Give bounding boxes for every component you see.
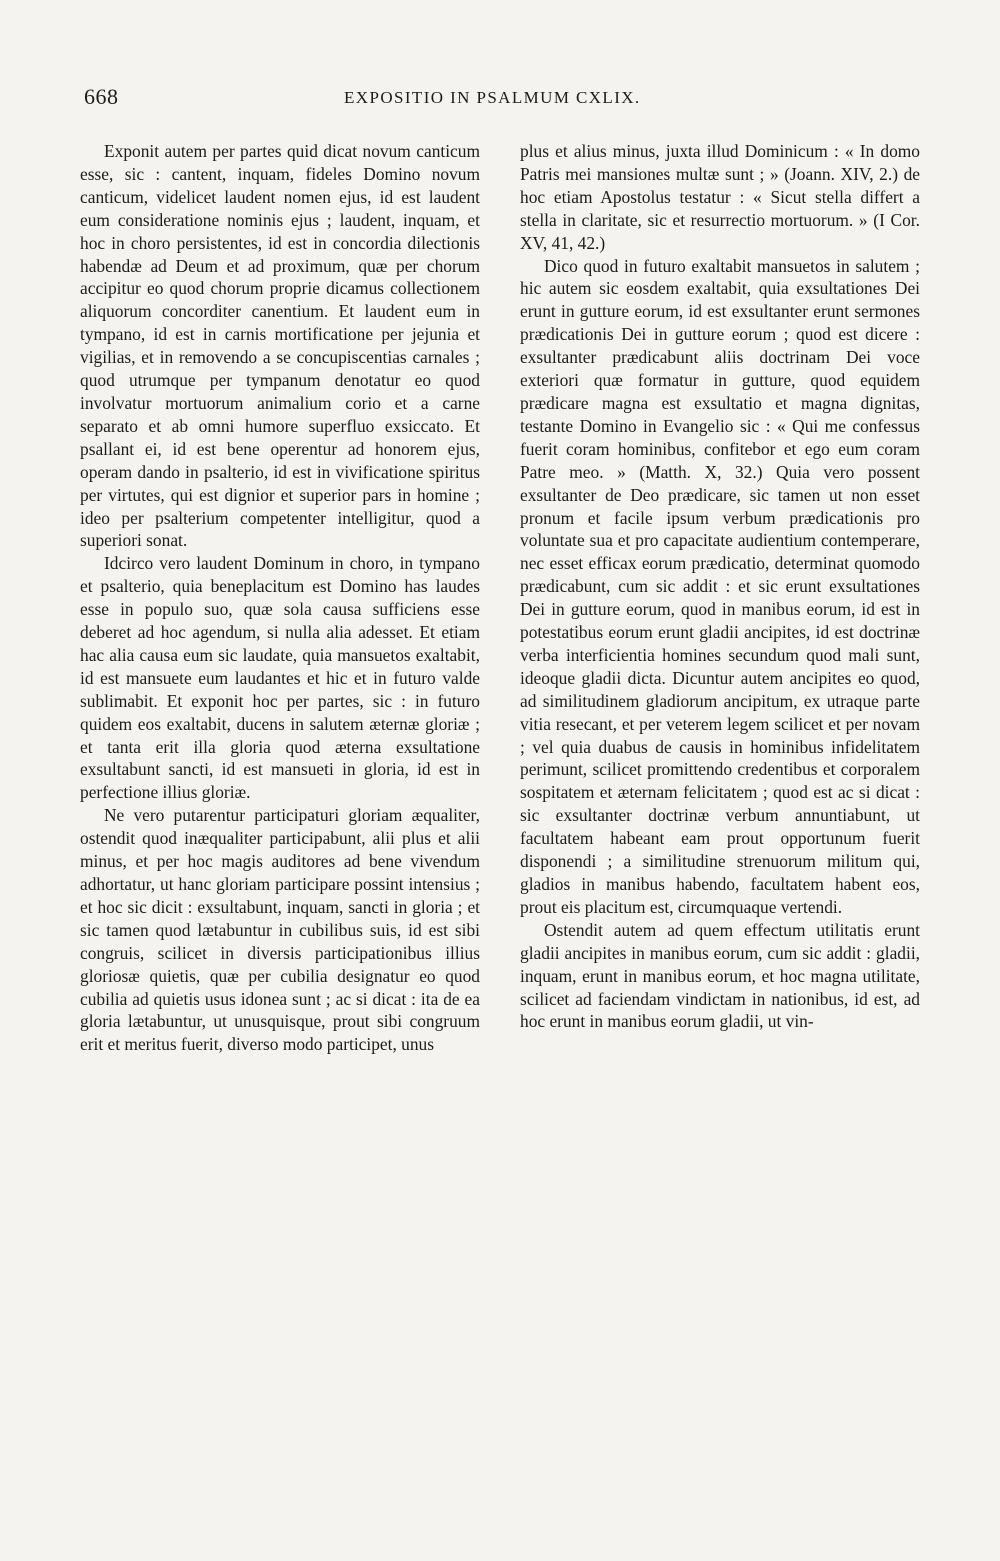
right-column [520,140,920,1033]
page-header [84,84,920,114]
page-number: 668 [84,84,119,109]
paragraph: Idcirco vero laudent Dominum in choro, in tympano et psalterio, quia beneplacitum est Domino has laudes esse in populo suo, quæ sola causa sufficiens esse deberet ad hoc agendum, si nulla alia adesset. Et etiam hac alia causa eum sic laudate, quia mansuetos exaltabit, id est mansuete eum laudantes et hic et in futuro valde sublimabit. Et exponit hoc per partes, sic : in futuro quidem eos exaltabit, ducens in salutem æternæ gloriæ ; et tanta erit illa gloria quod æterna exsultatione exsultabunt sancti, id est mansueti in gloria, id est in perfectione illius gloriæ. [80,553,480,803]
running-title: EXPOSITIO IN PSALMUM CXLIX. [344,88,641,107]
paragraph: Dico quod in futuro exaltabit mansuetos in salutem ; hic autem sic eosdem exaltabit, quia exsultationes Dei erunt in gutture eorum, id est exsultanter erunt sermones prædicationis Dei in gutture eorum ; quod est dicere : exsultanter prædicabunt aliis doctrinam Dei voce exteriori quæ formatur in gutture, quod equidem prædicare magna est exsultatio et magna dignitas, testante Domino in Evangelio sic : « Qui me confessus fuerit coram hominibus, confitebor et ego eum coram Patre meo. » (Matth. X, 32.) Quia vero possent exsultanter de Deo prædicare, sic tamen ut non esset pronum et facile ipsum verbum prædicationis pro voluntate sua et pro capacitate audientium contemperare, nec esset efficax eorum prædicatio, determinat quomodo prædicabunt, cum sic addit : et sic erunt exsultationes Dei in gutture eorum, quod in manibus eorum, id est in potestatibus eorum erunt gladii ancipites, id est doctrinæ verba interficientia homines secundum quod mali sunt, ideoque gladii dicta. Dicuntur autem ancipites eo quod, ad similitudinem gladiorum ancipitum, ex utraque parte vitia resecant, et per veterem legem scilicet et per novam ; vel quia duabus de causis in hominibus infidelitatem perimunt, scilicet promittendo credentibus et corporalem sospitatem et æternam felicitatem ; quod est ac si dicat : sic exsultanter doctrinæ verbum annuntiabunt, ut facultatem habeant eam prout opportunum fuerit disponendi ; a similitudine strenuorum militum qui, gladios in manibus habendo, facultatem habent eos, prout eis placitum est, circumquaque vertendi. [520,255,920,917]
left-column [80,140,480,1056]
paragraph: Exponit autem per partes quid dicat novum canticum esse, sic : cantent, inquam, fideles Domino novum canticum, videlicet laudent nomen ejus, id est laudent eum consideratione nominis ejus ; laudent, inquam, et hoc in choro persistentes, id est in concordia dilectionis habendæ ad Deum et ad proximum, quæ per chorum accipitur eo quod chorum proprie dicamus collectionem aliquorum concorditer canentium. Et laudent eum in tympano, id est in carnis mortificatione per jejunia et vigilias, et in removendo a se concupiscentias carnales ; quod utrumque per tympanum denotatur eo quod involvatur mortuorum animalium corio et a carne separato et ab omni humore superfluo exsiccato. Et psallant ei, id est bene operentur ad honorem ejus, operam dando in psalterio, id est in vivificatione spiritus per virtutes, qui est dignior et superior pars in homine ; ideo per psalterium competenter intelligitur, quod a superiori sonat. [80,141,480,551]
paragraph: plus et alius minus, juxta illud Dominicum : « In domo Patris mei mansiones multæ sunt ; » (Joann. XIV, 2.) de hoc etiam Apostolus testatur : « Sicut stella differt a stella in claritate, sic et resurrectio mortuorum. » (I Cor. XV, 41, 42.) [520,141,920,253]
paragraph: Ne vero putarentur participaturi gloriam æqualiter, ostendit quod inæqualiter participabunt, alii plus et alii minus, et per hoc magis auditores ad bene vivendum adhortatur, ut hanc gloriam participare possint intensius ; et hoc sic dicit : exsultabunt, inquam, sancti in gloria ; et sic tamen quod lætabuntur in cubilibus suis, id est sibi congruis, scilicet in diversis participationibus illius gloriosæ quietis, quæ per cubilia designatur eo quod cubilia ad quietis usus idonea sunt ; ac si dicat : ita de ea gloria lætabuntur, ut unusquisque, prout sibi congruum erit et meritus fuerit, diverso modo participet, unus [80,805,480,1055]
paragraph: Ostendit autem ad quem effectum utilitatis erunt gladii ancipites in manibus eorum, cum sic addit : gladii, inquam, erunt in manibus eorum, et hoc magna utilitate, scilicet ad faciendam vindictam in nationibus, id est, ad hoc erunt in manibus eorum gladii, ut vin- [520,919,920,1032]
